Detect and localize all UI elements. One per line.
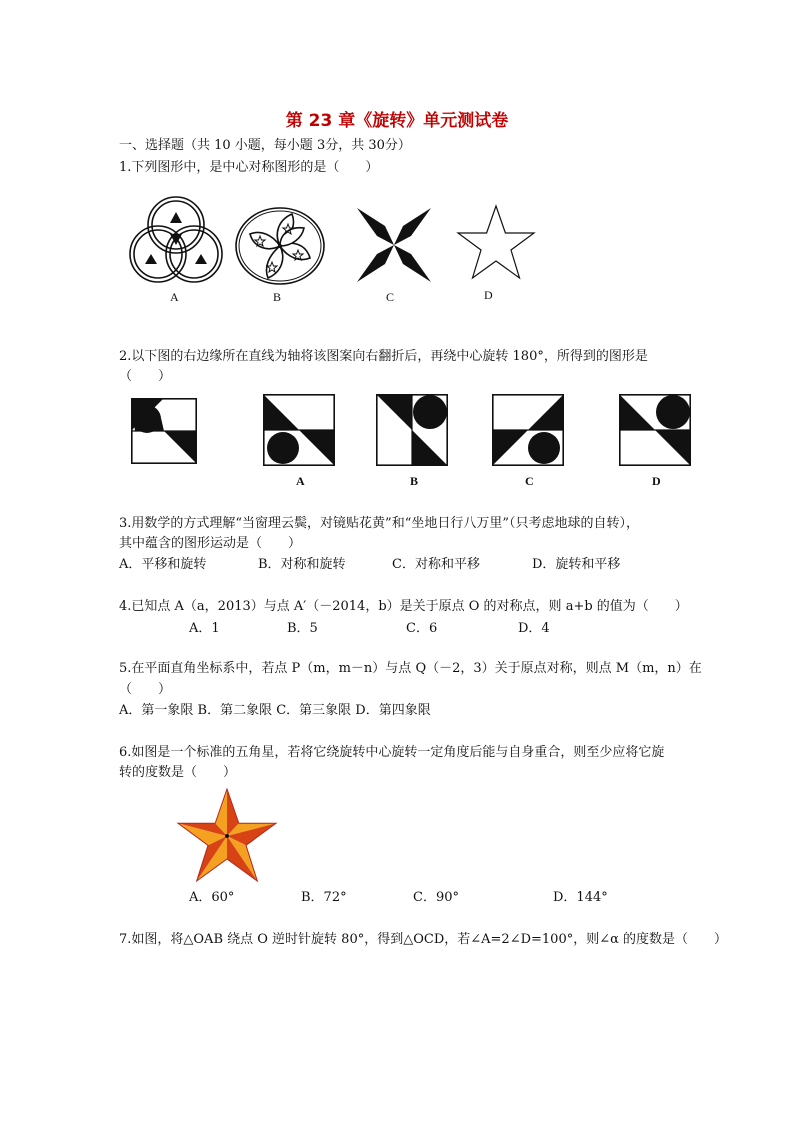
q6-five-pointed-star-figure (176, 787, 278, 883)
page-title: 第 23 章《旋转》单元测试卷 (285, 111, 509, 131)
q6-option-c: C．90° (413, 890, 459, 905)
q1-figure-b-flower-emblem (234, 206, 326, 286)
q2-option-c-pattern (492, 394, 564, 466)
q2-label-b: B (410, 474, 419, 488)
q1-figure-c-four-kites (355, 208, 433, 282)
q6-option-a: A．60° (189, 890, 235, 905)
q3-text-line2: 其中蕴含的图形运动是（ ） (119, 536, 302, 551)
q4-option-d: D．4 (518, 621, 550, 636)
section-heading: 一、选择题（共 10 小题，每小题 3分，共 30分） (119, 138, 411, 153)
q6-option-b: B．72° (301, 890, 347, 905)
q1-label-b: B (273, 290, 282, 304)
q2-answer-paren: （ ） (119, 369, 172, 384)
q2-option-d-pattern (619, 394, 691, 466)
q1-label-c: C (386, 290, 395, 304)
q4-option-c: C．6 (406, 621, 438, 636)
q2-label-d: D (652, 474, 661, 488)
q2-text: 2.以下图的右边缘所在直线为轴将该图案向右翻折后，再绕中心旋转 180°，所得到的图形是 (119, 349, 648, 364)
q3-option-d: D．旋转和平移 (532, 557, 621, 572)
q2-label-c: C (525, 474, 534, 488)
q2-option-a-pattern (263, 394, 335, 466)
q3-text-line1: 3.用数学的方式理解“当窗理云鬓，对镜贴花黄”和“坐地日行八万里”（只考虑地球的自转）， (119, 516, 639, 531)
q1-figure-d-star (454, 204, 538, 280)
q4-option-b: B．5 (287, 621, 318, 636)
q6-option-d: D．144° (553, 890, 608, 905)
q7-text: 7.如图，将△OAB 绕点 O 逆时针旋转 80°，得到△OCD，若∠A=2∠D=100°，则∠α 的度数是（ ） (119, 932, 728, 947)
q2-label-a: A (296, 474, 305, 488)
q6-text-line2: 转的度数是（ ） (119, 765, 237, 780)
q4-option-a: A．1 (189, 621, 220, 636)
q4-text: 4.已知点 A（a，2013）与点 A′（－2014，b）是关于原点 O 的对称点，则 a+b 的值为（ ） (119, 599, 688, 614)
q1-label-a: A (170, 290, 179, 304)
q3-option-c: C．对称和平移 (392, 557, 480, 572)
q1-text: 1.下列图形中，是中心对称图形的是（ ） (119, 160, 379, 175)
q1-label-d: D (484, 288, 493, 302)
q2-option-b-pattern (376, 394, 448, 466)
q3-option-a: A．平移和旋转 (119, 557, 207, 572)
q3-option-b: B．对称和旋转 (258, 557, 346, 572)
q5-text: 5.在平面直角坐标系中，若点 P（m，m－n）与点 Q（－2，3）关于原点对称，则点 M（m，n）在 (119, 661, 702, 676)
q5-answer-paren: （ ） (119, 682, 172, 697)
q6-text-line1: 6.如图是一个标准的五角星，若将它绕旋转中心旋转一定角度后能与自身重合，则至少应将它旋 (119, 745, 665, 760)
q2-original-pattern (131, 398, 197, 464)
q1-figure-a-triquetra (123, 192, 229, 286)
q5-options: A．第一象限 B．第二象限 C．第三象限 D．第四象限 (119, 703, 431, 718)
